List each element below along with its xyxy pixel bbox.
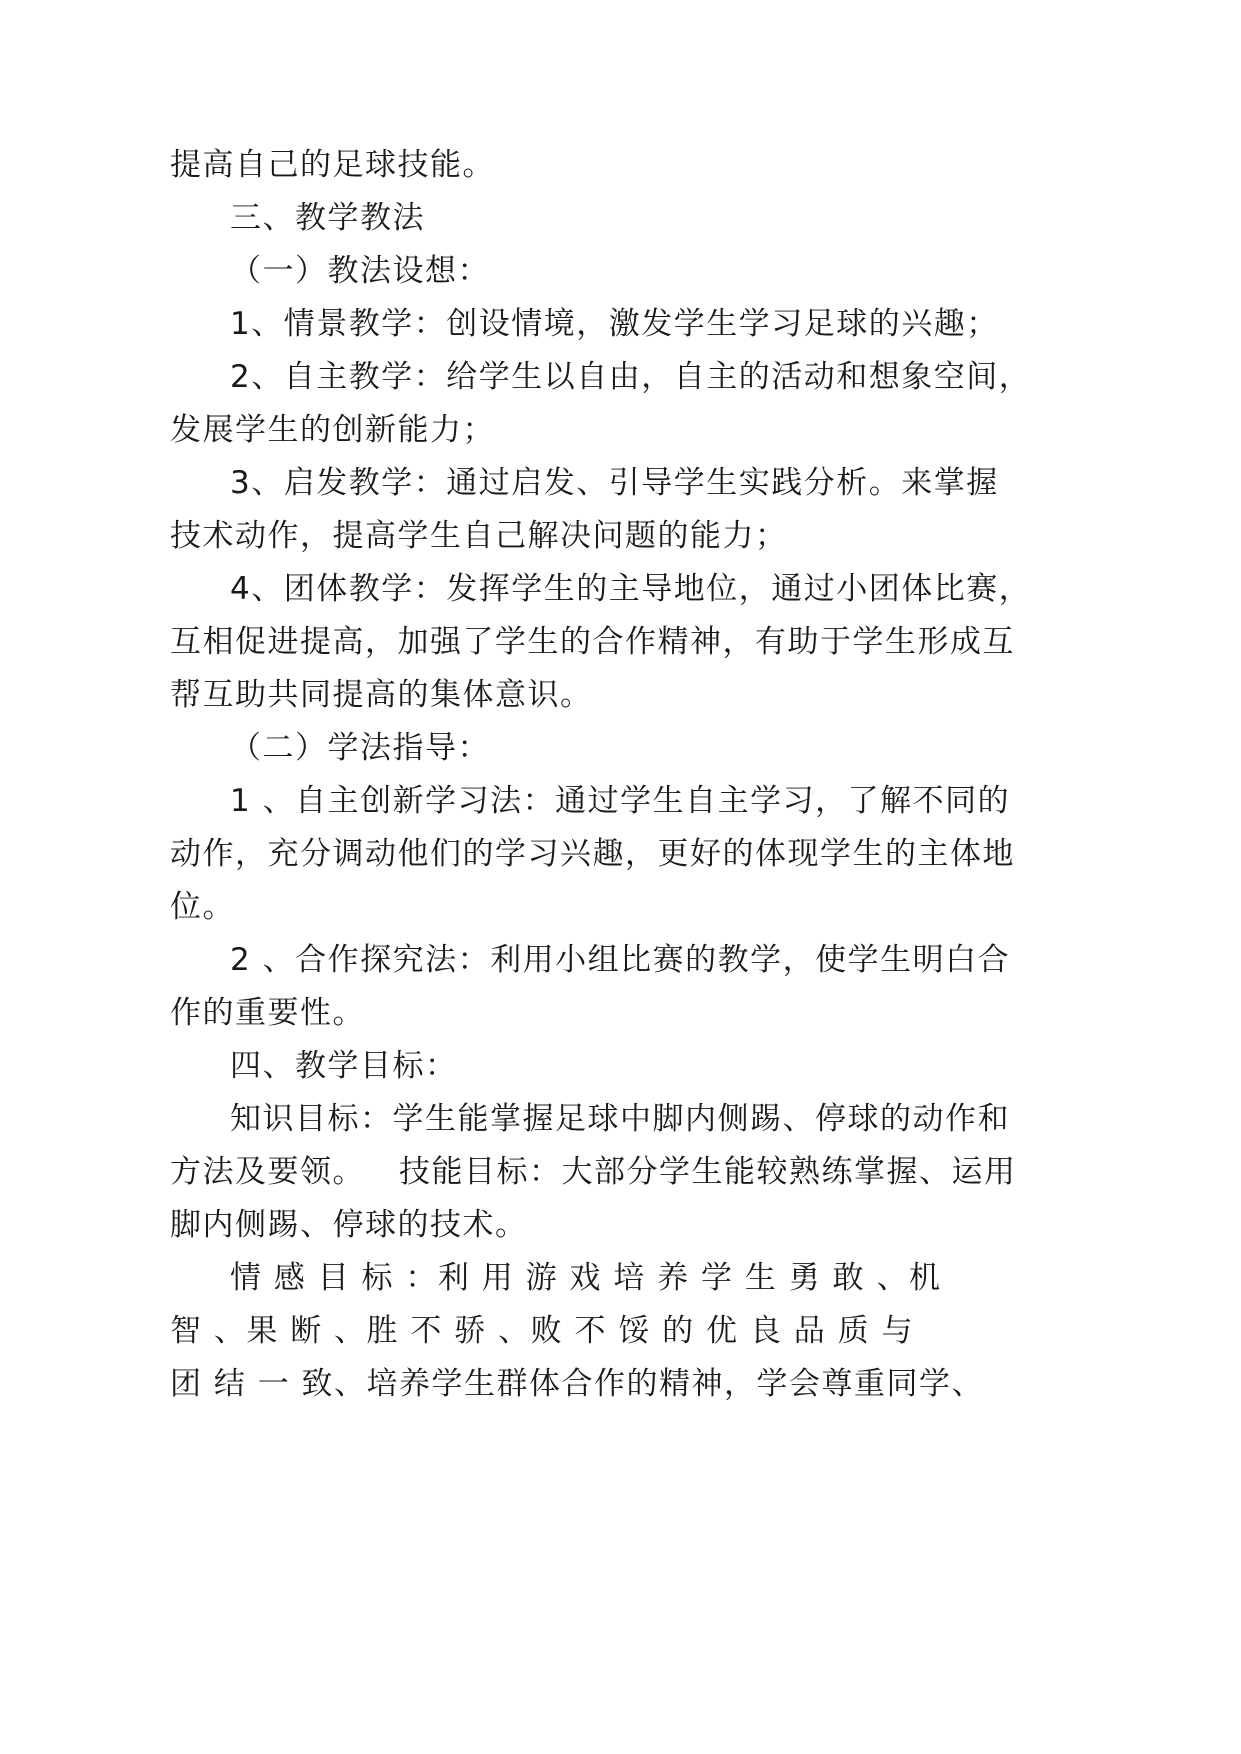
section-heading-teaching-goals: 四、教学目标： — [230, 1048, 458, 1084]
text-line: 4、团体教学：发挥学生的主导地位，通过小团体比赛， — [230, 571, 1032, 607]
text-line: 智 、果 断 、胜 不 骄 、败 不 馁 的 优 良 品 质 与 — [170, 1313, 914, 1349]
section-heading-teaching-methods: 三、教学教法 — [230, 200, 425, 236]
text-line: 位。 — [170, 889, 235, 925]
text-line: 1 、自主创新学习法：通过学生自主学习，了解不同的 — [230, 783, 1011, 819]
text-line: 2、自主教学：给学生以自由，自主的活动和想象空间， — [230, 359, 1032, 395]
subsection-heading: （一）教法设想： — [230, 253, 490, 289]
text-line: 发展学生的创新能力； — [170, 412, 495, 448]
text-line: 方法及要领。 技能目标：大部分学生能较熟练掌握、运用 — [170, 1154, 1017, 1190]
text-line: 2 、合作探究法：利用小组比赛的教学，使学生明白合 — [230, 942, 1011, 978]
text-line: 1、情景教学：创设情境，激发学生学习足球的兴趣； — [230, 306, 999, 342]
text-line: 脚内侧踢、停球的技术。 — [170, 1207, 528, 1243]
text-line: 动作，充分调动他们的学习兴趣，更好的体现学生的主体地 — [170, 836, 1015, 872]
text-line: 帮互助共同提高的集体意识。 — [170, 677, 593, 713]
text-line: 3、启发教学：通过启发、引导学生实践分析。来掌握 — [230, 465, 999, 501]
text-line: 技术动作，提高学生自己解决问题的能力； — [170, 518, 788, 554]
text-line: 作的重要性。 — [170, 995, 365, 1031]
text-line: 提高自己的足球技能。 — [170, 147, 495, 183]
subsection-heading: （二）学法指导： — [230, 730, 490, 766]
text-line: 情 感 目 标 ：利 用 游 戏 培 养 学 生 勇 敢 、机 — [230, 1260, 942, 1296]
text-line: 知识目标：学生能掌握足球中脚内侧踢、停球的动作和 — [230, 1101, 1010, 1137]
text-line: 互相促进提高，加强了学生的合作精神，有助于学生形成互 — [170, 624, 1015, 660]
text-line: 团 结 一 致、培养学生群体合作的精神，学会尊重同学、 — [170, 1366, 985, 1402]
